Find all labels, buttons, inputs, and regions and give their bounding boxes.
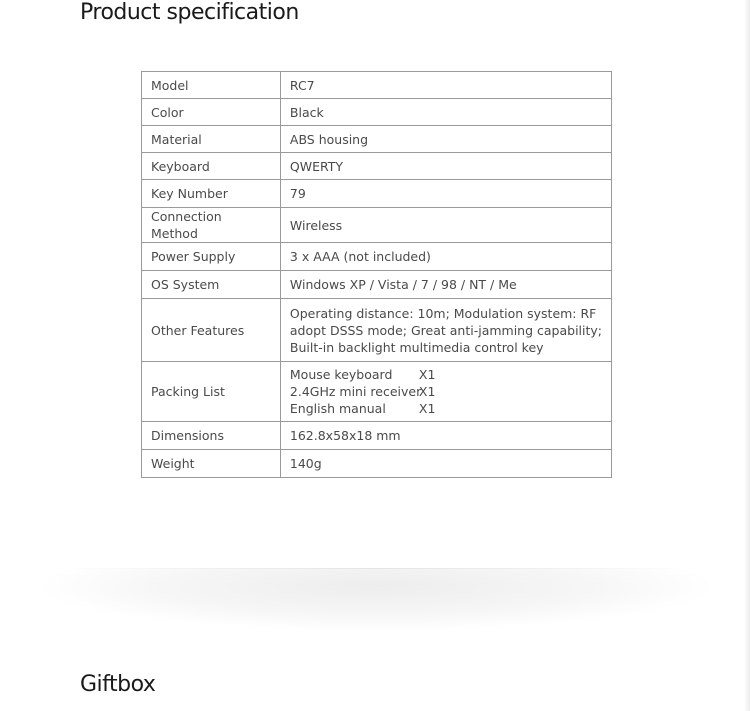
section-divider-line xyxy=(42,568,710,569)
spec-row-keyboard xyxy=(142,153,612,180)
spec-value: Windows XP / Vista / 7 / 98 / NT / Me xyxy=(280,271,611,299)
spec-row-connection-method xyxy=(142,208,612,243)
spec-value-multiline xyxy=(280,299,611,362)
packing-item-name: 2.4GHz mini receiver xyxy=(289,384,422,399)
spec-row-other-features xyxy=(142,299,612,362)
spec-row-model xyxy=(142,72,612,99)
feature-line: adopt DSSS mode; Great anti-jamming capability; xyxy=(289,322,602,338)
spec-label: Connection Method xyxy=(142,208,281,243)
spec-label: Keyboard xyxy=(142,153,281,180)
packing-item-qty: X1 xyxy=(418,367,436,382)
spec-value: 162.8x58x18 mm xyxy=(280,422,611,450)
spec-label: Power Supply xyxy=(142,243,281,271)
spec-value: 79 xyxy=(280,180,611,208)
spec-value: 140g xyxy=(280,450,611,478)
spec-label: Color xyxy=(142,99,281,126)
section-title-product-specification: Product specification xyxy=(80,0,299,25)
spec-label: OS System xyxy=(142,271,281,299)
packing-list xyxy=(280,362,611,422)
packing-item-name: Mouse keyboard xyxy=(289,367,393,382)
spec-row-color xyxy=(142,99,612,126)
spec-value: QWERTY xyxy=(280,153,611,180)
feature-line: Built-in backlight multimedia control key xyxy=(289,339,544,355)
spec-label: Weight xyxy=(142,450,281,478)
packing-item-name: English manual xyxy=(289,401,386,416)
spec-row-material xyxy=(142,126,612,153)
feature-line: Operating distance: 10m; Modulation system: RF xyxy=(289,305,597,321)
spec-value: Wireless xyxy=(280,208,611,243)
packing-item xyxy=(290,400,602,417)
spec-table xyxy=(141,71,612,478)
spec-value: ABS housing xyxy=(280,126,611,153)
page-edge-shadow xyxy=(744,0,750,711)
packing-item xyxy=(290,366,602,383)
spec-row-key-number xyxy=(142,180,612,208)
spec-value: 3 x AAA (not included) xyxy=(280,243,611,271)
spec-row-packing-list xyxy=(142,362,612,422)
spec-row-dimensions xyxy=(142,422,612,450)
spec-label: Key Number xyxy=(142,180,281,208)
packing-item xyxy=(290,383,602,400)
packing-item-qty: X1 xyxy=(418,401,436,416)
spec-label: Model xyxy=(142,72,281,99)
spec-row-os-system xyxy=(142,271,612,299)
packing-item-qty: X1 xyxy=(418,384,436,399)
spec-label: Dimensions xyxy=(142,422,281,450)
spec-value: Black xyxy=(280,99,611,126)
spec-value: RC7 xyxy=(280,72,611,99)
spec-label: Other Features xyxy=(142,299,281,362)
spec-label: Material xyxy=(142,126,281,153)
spec-row-weight xyxy=(142,450,612,478)
spec-row-power-supply xyxy=(142,243,612,271)
spec-label: Packing List xyxy=(142,362,281,422)
section-divider-shadow xyxy=(42,568,710,630)
section-title-giftbox: Giftbox xyxy=(80,672,156,697)
